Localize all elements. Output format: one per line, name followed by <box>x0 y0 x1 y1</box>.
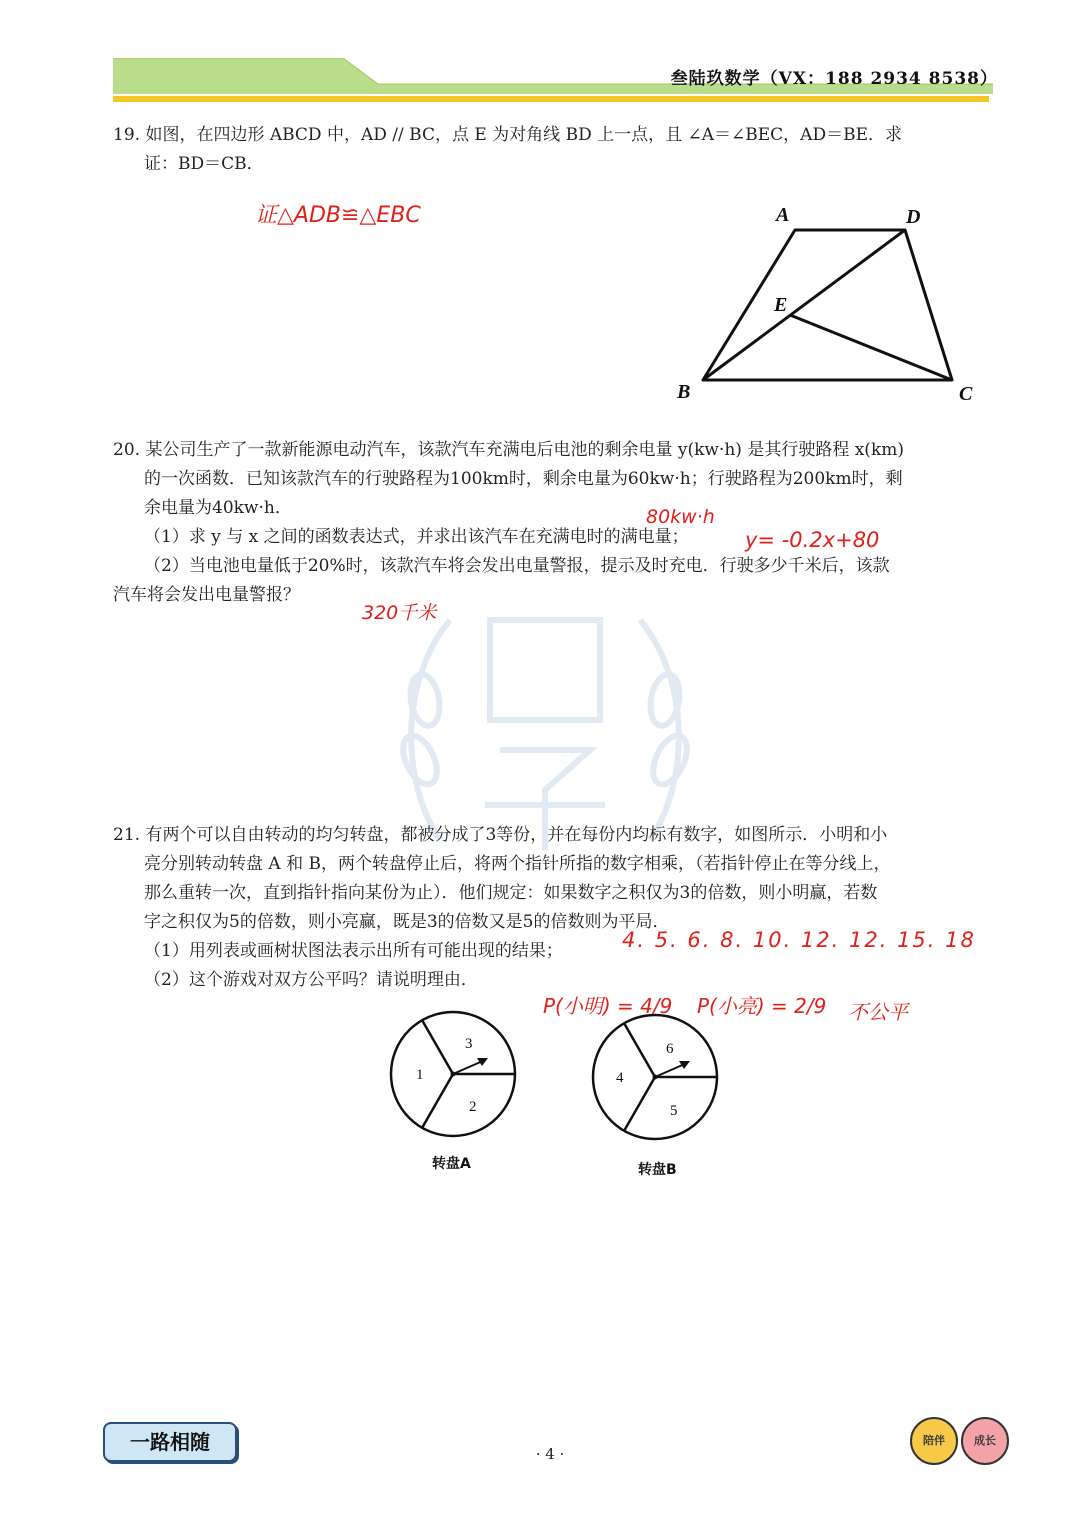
spinner-a-num-2: 2 <box>469 1099 477 1115</box>
spinner-a-num-1: 1 <box>416 1067 424 1083</box>
spinner-b-num-6: 6 <box>666 1041 674 1057</box>
spinner-a-num-3: 3 <box>465 1036 473 1052</box>
q21-line4: 字之积仅为5的倍数，则小亮赢，既是3的倍数又是5的倍数则为平局． <box>144 912 670 932</box>
label-C: C <box>959 383 973 405</box>
spinner-b-num-5: 5 <box>670 1103 678 1119</box>
q20-hw-full-charge: 80kw·h <box>646 506 715 528</box>
q21-line3: 那么重转一次，直到指针指向某份为止）．他们规定：如果数字之积仅为3的倍数，则小明赢，若数 <box>144 883 878 903</box>
q21-line1: 21. 有两个可以自由转动的均匀转盘，都被分成了3等份，并在每份内均标有数字，如图所示．小明和小 <box>113 825 888 845</box>
label-B: B <box>677 381 691 403</box>
q21-line2: 亮分别转动转盘 A 和 B，两个转盘停止后，将两个指针所指的数字相乘，（若指针停止在等分线上， <box>144 854 891 874</box>
q20-hw-answer: 320千米 <box>362 602 437 624</box>
spinner-a-label: 转盘A <box>432 1156 471 1172</box>
footer-circle-grow: 成长 <box>961 1417 1009 1465</box>
q21-hw-unfair: 不公平 <box>848 1000 908 1024</box>
q21-sub1: （1）用列表或画树状图法表示出所有可能出现的结果； <box>144 941 563 961</box>
footer-badge: 一路相随 <box>103 1422 237 1462</box>
spinner-a <box>385 1010 525 1180</box>
q21-hw-p-xiaoming: P(小明) = 4/9 <box>543 994 673 1018</box>
q20-line2: 的一次函数．已知该款汽车的行驶路程为100km时，剩余电量为60kw·h；行驶路程为200km时，剩 <box>144 469 903 489</box>
footer-circle-accompany: 陪伴 <box>910 1417 958 1465</box>
q20-hw-equation: y= -0.2x+80 <box>745 528 880 552</box>
spinner-b-num-4: 4 <box>616 1070 624 1086</box>
q21-sub2: （2）这个游戏对双方公平吗？请说明理由． <box>144 970 478 990</box>
q20-line3: 余电量为40kw·h． <box>144 498 292 518</box>
q21-hw-p-xiaoliang: P(小亮) = 2/9 <box>697 994 827 1018</box>
question-19 <box>113 121 999 179</box>
label-A: A <box>776 204 790 226</box>
quadrilateral-diagram <box>660 195 990 410</box>
question-20 <box>113 436 999 610</box>
header-rule <box>113 96 989 102</box>
q20-line1: 20. 某公司生产了一款新能源电动汽车，该款汽车充满电后电池的剩余电量 y(kw·h) 是其行驶路程 x(km) <box>113 440 904 460</box>
label-E: E <box>774 294 788 316</box>
label-D: D <box>906 206 921 228</box>
q20-sub2b: 汽车将会发出电量警报？ <box>113 585 300 605</box>
q19-line2: 证：BD＝CB． <box>144 154 264 174</box>
q19-line1: 19. 如图，在四边形 ABCD 中，AD // BC，点 E 为对角线 BD 上一点，且 ∠A＝∠BEC，AD＝BE．求 <box>113 125 902 145</box>
spinner-b-label: 转盘B <box>638 1162 677 1178</box>
question-21 <box>113 821 999 995</box>
spinner-b <box>587 1013 727 1183</box>
q20-sub2a: （2）当电池电量低于20%时，该款汽车将会发出电量警报，提示及时充电．行驶多少千米后，该款 <box>144 556 890 576</box>
q19-handwriting: 证△ADB≌△EBC <box>255 203 421 228</box>
q21-hw-results: 4. 5. 6. 8. 10. 12. 12. 15. 18 <box>622 928 976 952</box>
header-title: 叁陆玖数学（VX：188 2934 8538） <box>670 69 998 89</box>
page-number: · 4 · <box>535 1445 565 1463</box>
q20-sub1: （1）求 y 与 x 之间的函数表达式，并求出该汽车在充满电时的满电量； <box>144 527 689 547</box>
